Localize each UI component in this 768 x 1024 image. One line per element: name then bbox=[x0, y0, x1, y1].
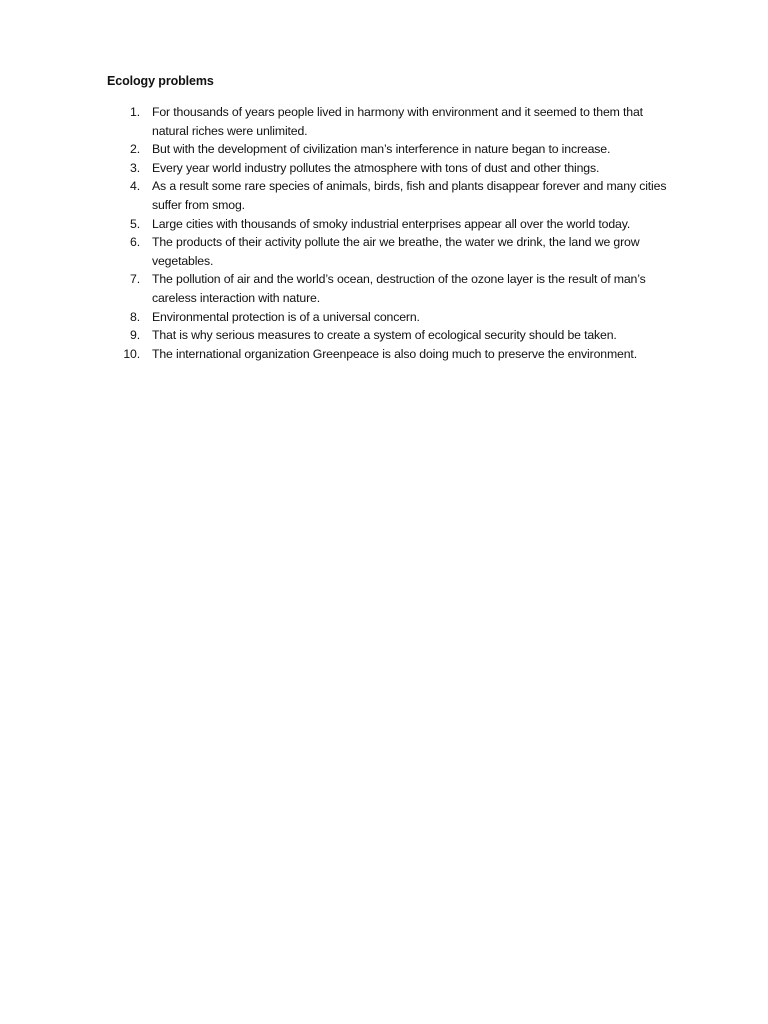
list-item bbox=[0, 159, 768, 178]
list-item-text: Environmental protection is of a universal concern. bbox=[152, 309, 420, 324]
list-item bbox=[0, 103, 768, 140]
list-item bbox=[0, 308, 768, 327]
list-item-text: That is why serious measures to create a system of ecological security should be taken. bbox=[152, 328, 617, 343]
list-item bbox=[0, 326, 768, 345]
list-item-number: 3. bbox=[130, 160, 140, 175]
list-item-number: 6. bbox=[130, 235, 140, 250]
list-item-number: 9. bbox=[130, 328, 140, 343]
list-item-text: But with the development of civilization man’s interference in nature began to increase. bbox=[152, 142, 611, 157]
list-item-number: 8. bbox=[130, 309, 140, 324]
list-item-text: For thousands of years people lived in harmony with environment and it seemed to them that natural riches were unlimited. bbox=[152, 105, 643, 138]
list-item-text: Every year world industry pollutes the atmosphere with tons of dust and other things. bbox=[152, 160, 600, 175]
list-item-number: 7. bbox=[130, 272, 140, 287]
list-item bbox=[0, 140, 768, 159]
list-item bbox=[0, 233, 768, 270]
list-item bbox=[0, 177, 768, 214]
list-item-number: 2. bbox=[130, 142, 140, 157]
list-item bbox=[0, 345, 768, 364]
list-item-text: The pollution of air and the world’s ocean, destruction of the ozone layer is the result of man’s careless interaction with nature. bbox=[152, 272, 646, 305]
list-item-number: 4. bbox=[130, 179, 140, 194]
numbered-list bbox=[0, 103, 768, 363]
list-item-number: 10. bbox=[123, 346, 140, 361]
list-item-text: As a result some rare species of animals, birds, fish and plants disappear forever and many cities suffer from smog. bbox=[152, 179, 667, 212]
list-item-text: The products of their activity pollute the air we breathe, the water we drink, the land we grow vegetables. bbox=[152, 235, 640, 268]
list-item-text: Large cities with thousands of smoky industrial enterprises appear all over the world today. bbox=[152, 216, 631, 231]
list-item bbox=[0, 270, 768, 307]
list-item bbox=[0, 215, 768, 234]
list-item-number: 1. bbox=[130, 105, 140, 119]
list-item-number: 5. bbox=[130, 216, 140, 231]
document-title: Ecology problems bbox=[107, 74, 214, 88]
list-item-text: The international organization Greenpeace is also doing much to preserve the environment. bbox=[152, 346, 637, 361]
